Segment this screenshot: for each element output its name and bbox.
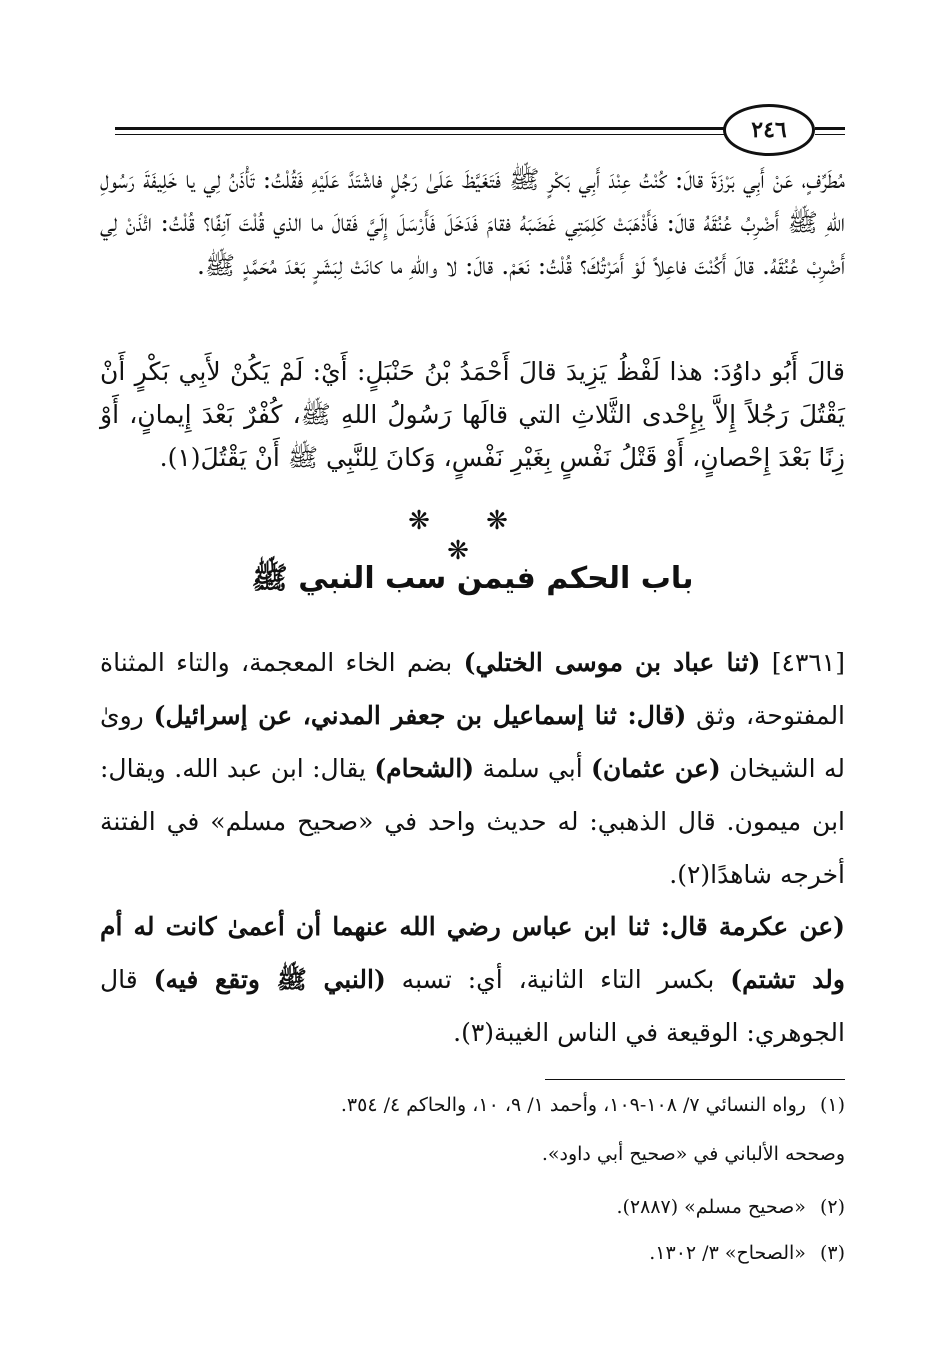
commentary-paragraph-ikrimah xyxy=(100,900,845,1059)
header-rule-right xyxy=(815,127,845,130)
commentary-text: قال الجوهري: الوقيعة في الناس الغيبة(٣). xyxy=(100,965,845,1047)
commentary-paragraph-4361 xyxy=(100,636,845,901)
footnote-1-continuation xyxy=(195,1141,845,1167)
hadith-text-paragraph: مُطَرِّفٍ، عَنْ أَبِي بَرْزَةَ قالَ: كُنْتُ عِنْدَ أَبِي بَكْرٍ ﷺ فَتَغَيَّظَ عَلَىٰ رَجُلٍ فاشْتَدَّ عَلَيْهِ فَقُلْتُ: تَأْذَنُ لِي يا خَلِيفَةَ رَسُولِ اللهِ ﷺ أَضْرِبُ عُنُقَهُ قالَ: فَأَذْهَبَتْ كَلِمَتِي غَضَبَهُ فقامَ فَدَخَلَ فَأَرْسَلَ إِلَيَّ فَقالَ ما الذي قُلْتَ آنِفًا؟ قُلْتُ: ائْذَنْ لِي أَضْرِبْ عُنُقَهُ. قالَ أَكُنْتَ فاعِلاً لَوْ أَمَرْتُكَ؟ قُلْتُ: نَعَمْ. قالَ: لا واللهِ ما كانَتْ لِبَشَرٍ بَعْدَ مُحَمَّدٍ ﷺ. xyxy=(100,165,845,280)
commentary-text: يقال: ابن عبد الله. ويقال: ابن ميمون. قال الذهبي: له حديث واحد في «صحيح مسلم» في الفتنة أخرجه شاهدًا(٢). xyxy=(100,754,845,889)
header-rule-right-thin xyxy=(815,134,845,135)
narrator-bold: (عن عثمان) xyxy=(591,754,721,783)
commentary-text: بكسر التاء الثانية، أي: تسبه xyxy=(385,965,731,994)
footnote-text: «الصحاح» ٣/ ١٣٠٢. xyxy=(649,1242,806,1264)
page-number: ٢٤٦ xyxy=(723,104,815,156)
section-separator: ❋ ❋ ❋ xyxy=(408,506,532,566)
footnote-text: رواه النسائي ٧/ ١٠٨-١٠٩، وأحمد ١/ ٩، ١٠، والحاكم ٤/ ٣٥٤. xyxy=(340,1094,806,1116)
footnote-1 xyxy=(150,1092,845,1118)
footnote-number: (١) xyxy=(819,1094,845,1116)
footnote-3 xyxy=(150,1240,845,1266)
matn-bold: (عن عكرمة قال: ثنا ابن عباس رضي الله عنهما أن أعمىٰ كانت له أم ولد تشتم) xyxy=(100,912,845,994)
footnote-text: وصححه الألباني في «صحيح أبي داود». xyxy=(541,1143,845,1165)
footnote-text: «صحيح مسلم» (٢٨٨٧). xyxy=(616,1196,806,1218)
narrator-bold: (الشحام) xyxy=(374,754,475,783)
hadith-number: [٤٣٦١] xyxy=(760,648,845,677)
commentary-text: بضم الخاء المعجمة، والتاء المثناة المفتوحة، وثق xyxy=(100,648,846,730)
commentary-text: أبي سلمة xyxy=(474,754,592,783)
narrator-bold: (ثنا عباد بن موسى الختلي) xyxy=(463,648,761,677)
footnote-number: (٣) xyxy=(819,1242,845,1264)
footnote-rule xyxy=(545,1079,845,1080)
footnote-2 xyxy=(150,1194,845,1220)
header-rule xyxy=(115,127,725,130)
abu-dawud-comment-paragraph: قالَ أَبُو داوُدَ: هذا لَفْظُ يَزِيدَ قالَ أَحْمَدُ بْنُ حَنْبَلٍ: أَيْ: لَمْ يَكُنْ لأَبِي بَكْرٍ أَنْ يَقْتُلَ رَجُلاً إِلاَّ بِإِحْدى الثَّلاثِ التي قالَها رَسُولُ اللهِ ﷺ، كُفْرٌ بَعْدَ إِيمانٍ، أَوْ زِنًا بَعْدَ إِحْصانٍ، أَوْ قَتْلُ نَفْسٍ بِغَيْرِ نَفْسٍ، وَكانَ لِلنَّبِي ﷺ أَنْ يَقْتُلَ(١). xyxy=(100,357,845,472)
header-rule-thin xyxy=(115,134,725,135)
chapter-title: باب الحكم فيمن سب النبي ﷺ xyxy=(251,561,694,596)
commentary-text: روىٰ له الشيخان xyxy=(100,701,845,783)
narrator-bold: (قال: ثنا إسماعيل بن جعفر المدني، عن إسرائيل) xyxy=(153,701,687,730)
footnote-number: (٢) xyxy=(819,1196,845,1218)
matn-bold: (النبي ﷺ وتقع فيه) xyxy=(153,965,386,994)
